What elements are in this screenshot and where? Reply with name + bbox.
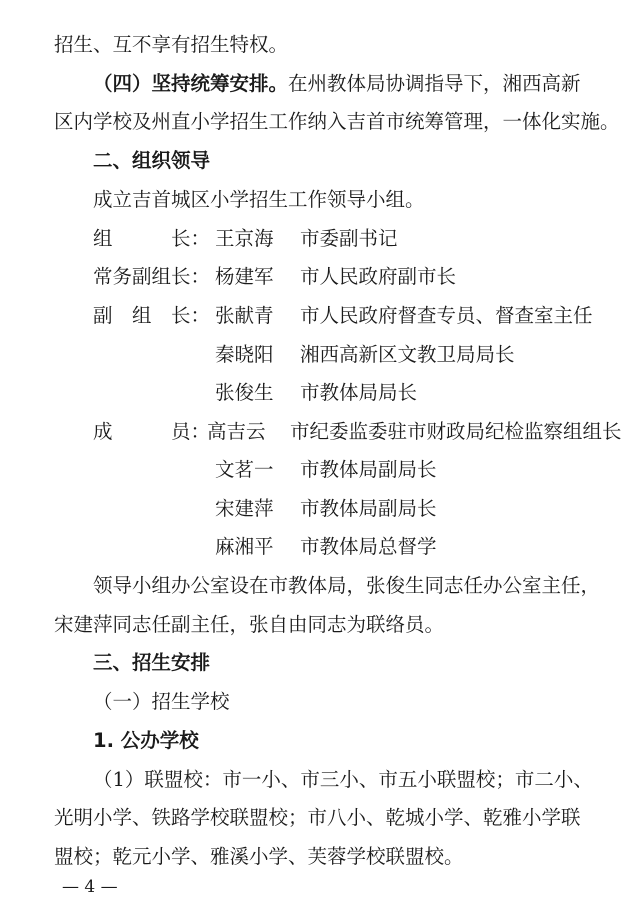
paragraph-line: 光明小学、铁路学校联盟校；市八小、乾城小学、乾雅小学联 [54, 806, 581, 829]
roster-name: 高吉云 [207, 420, 266, 443]
roster-name: 宋建萍 [215, 497, 274, 520]
roster-title: 市人民政府督查专员、督查室主任 [300, 304, 593, 327]
principle-heading: （四）坚持统筹安排。 [93, 72, 289, 95]
roster-title: 市教体局副局长 [300, 497, 437, 520]
roster-role: 成 员： [93, 420, 211, 443]
subsection-heading-public: 1. 公办学校 [93, 729, 199, 752]
roster-name: 杨建军 [215, 265, 274, 288]
paragraph-line: 招生、互不享有招生特权。 [54, 33, 289, 56]
roster-name: 王京海 [215, 227, 274, 250]
roster-role: 副 组 长： [93, 304, 211, 327]
roster-name: 麻湘平 [215, 535, 274, 558]
section-heading-organization: 二、组织领导 [93, 149, 211, 172]
paragraph-line [93, 72, 643, 96]
roster-name: 张俊生 [215, 381, 274, 404]
roster-name: 文茗一 [215, 458, 274, 481]
roster-name: 张献青 [215, 304, 274, 327]
roster-title: 市委副书记 [300, 227, 398, 250]
paragraph-line: 盟校；乾元小学、雅溪小学、芙蓉学校联盟校。 [54, 845, 464, 868]
roster-role: 组 长： [93, 227, 211, 250]
paragraph-line: （1）联盟校：市一小、市三小、市五小联盟校；市二小、 [93, 768, 593, 791]
paragraph-line: 宋建萍同志任副主任，张自由同志为联络员。 [54, 613, 445, 636]
paragraph-line: 区内学校及州直小学招生工作纳入吉首市统筹管理，一体化实施。 [54, 110, 620, 133]
paragraph-line: 成立吉首城区小学招生工作领导小组。 [93, 188, 425, 211]
roster-title: 市人民政府副市长 [300, 265, 457, 288]
paragraph-text: 在州教体局协调指导下，湘西高新 [288, 72, 581, 95]
subsection-heading: （一）招生学校 [93, 690, 230, 713]
roster-title: 湘西高新区文教卫局局长 [300, 343, 515, 366]
page-number: — 4 — [62, 877, 118, 897]
section-heading-enrollment: 三、招生安排 [93, 651, 211, 674]
roster-role: 常务副组长： [93, 265, 211, 288]
paragraph-line: 领导小组办公室设在市教体局，张俊生同志任办公室主任， [93, 574, 601, 597]
roster-title: 市教体局副局长 [300, 458, 437, 481]
roster-title: 市教体局局长 [300, 381, 418, 404]
roster-name: 秦晓阳 [215, 343, 274, 366]
roster-title: 市纪委监委驻市财政局纪检监察组组长 [290, 420, 622, 443]
roster-title: 市教体局总督学 [300, 535, 437, 558]
